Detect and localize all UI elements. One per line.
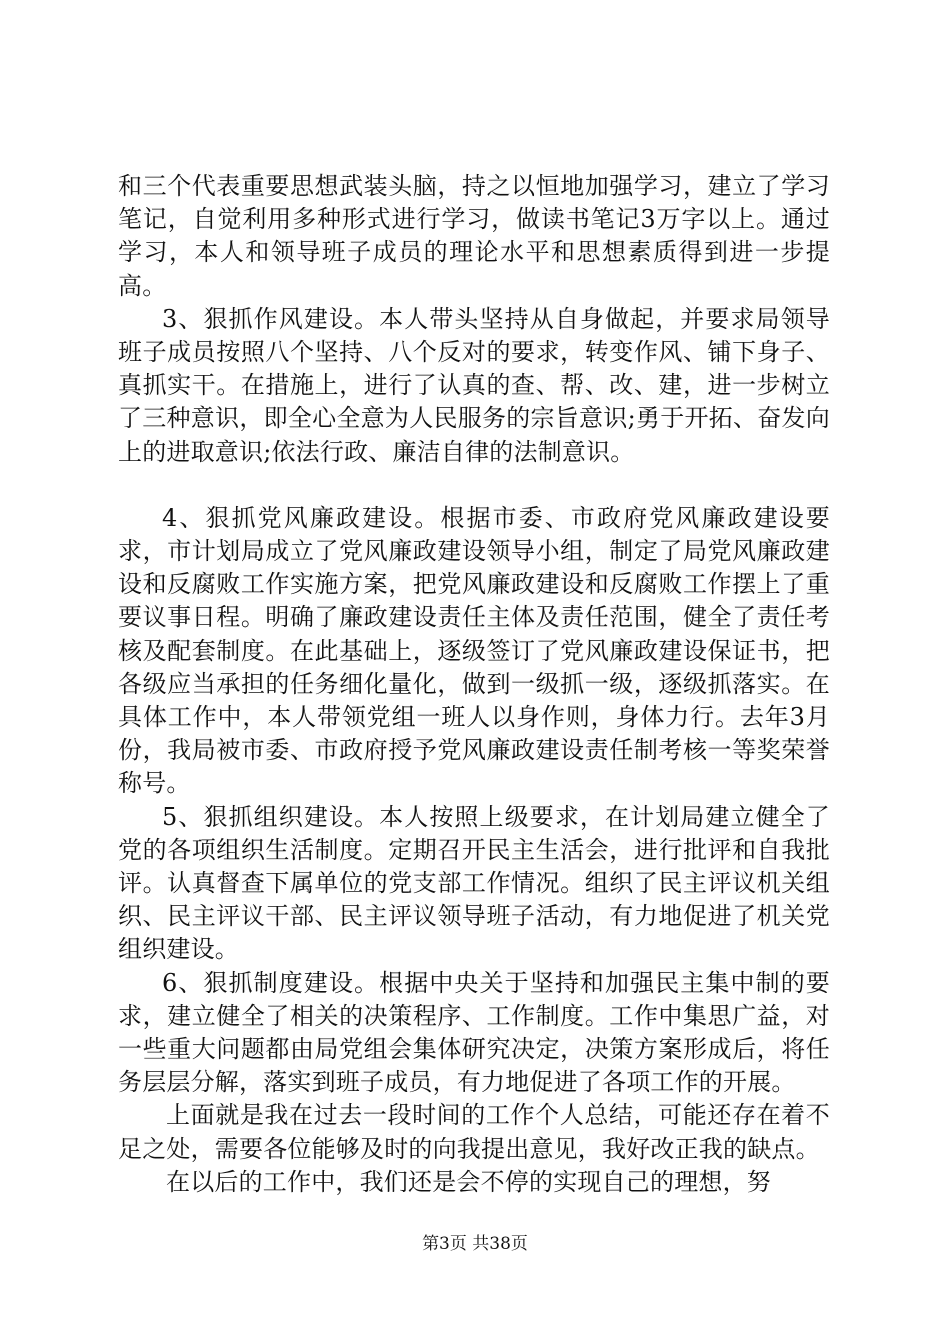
document-body <box>118 170 830 1199</box>
paragraph-summary: 上面就是我在过去一段时间的工作个人总结，可能还存在着不足之处，需要各位能够及时的向我提出意见，我好改正我的缺点。 <box>118 1101 830 1163</box>
paragraph-continuation: 和三个代表重要思想武装头脑，持之以恒地加强学习，建立了学习笔记，自觉利用多种形式进行学习，做读书笔记3万字以上。通过学习，本人和领导班子成员的理论水平和思想素质得到进一步提高。 <box>118 172 830 300</box>
paragraph-system-building: 6、狠抓制度建设。根据中央关于坚持和加强民主集中制的要求，建立健全了相关的决策程序、工作制度。工作中集思广益，对一些重大问题都由局党组会集体研究决定，决策方案形成后，将任务层层分解，落实到班子成员，有力地促进了各项工作的开展。 <box>118 968 830 1097</box>
paragraph-organization-building: 5、狠抓组织建设。本人按照上级要求，在计划局建立健全了党的各项组织生活制度。定期召开民主生活会，进行批评和自我批评。认真督查下属单位的党支部工作情况。组织了民主评议机关组织、民主评议干部、民主评议领导班子活动，有力地促进了机关党组织建设。 <box>118 802 830 964</box>
paragraph-gap <box>118 469 830 502</box>
paragraph-integrity-building: 4、狠抓党风廉政建设。根据市委、市政府党风廉政建设要求，市计划局成立了党风廉政建设领导小组，制定了局党风廉政建设和反腐败工作实施方案，把党风廉政建设和反腐败工作摆上了重要议事日程。明确了廉政建设责任主体及责任范围，健全了责任考核及配套制度。在此基础上，逐级签订了党风廉政建设保证书，把各级应当承担的任务细化量化，做到一级抓一级，逐级抓落实。在具体工作中，本人带领党组一班人以身作则，身体力行。去年3月份，我局被市委、市政府授予党风廉政建设责任制考核一等奖荣誉称号。 <box>118 503 830 798</box>
page-footer: 第3页 共38页 <box>422 1234 528 1254</box>
paragraph-future-work: 在以后的工作中，我们还是会不停的实现自己的理想，努 <box>166 1167 771 1196</box>
paragraph-style-building: 3、狠抓作风建设。本人带头坚持从自身做起，并要求局领导班子成员按照八个坚持、八个反对的要求，转变作风、铺下身子、真抓实干。在措施上，进行了认真的查、帮、改、建，进一步树立了三种意识，即全心全意为人民服务的宗旨意识;勇于开拓、奋发向上的进取意识;依法行政、廉洁自律的法制意识。 <box>118 304 830 466</box>
